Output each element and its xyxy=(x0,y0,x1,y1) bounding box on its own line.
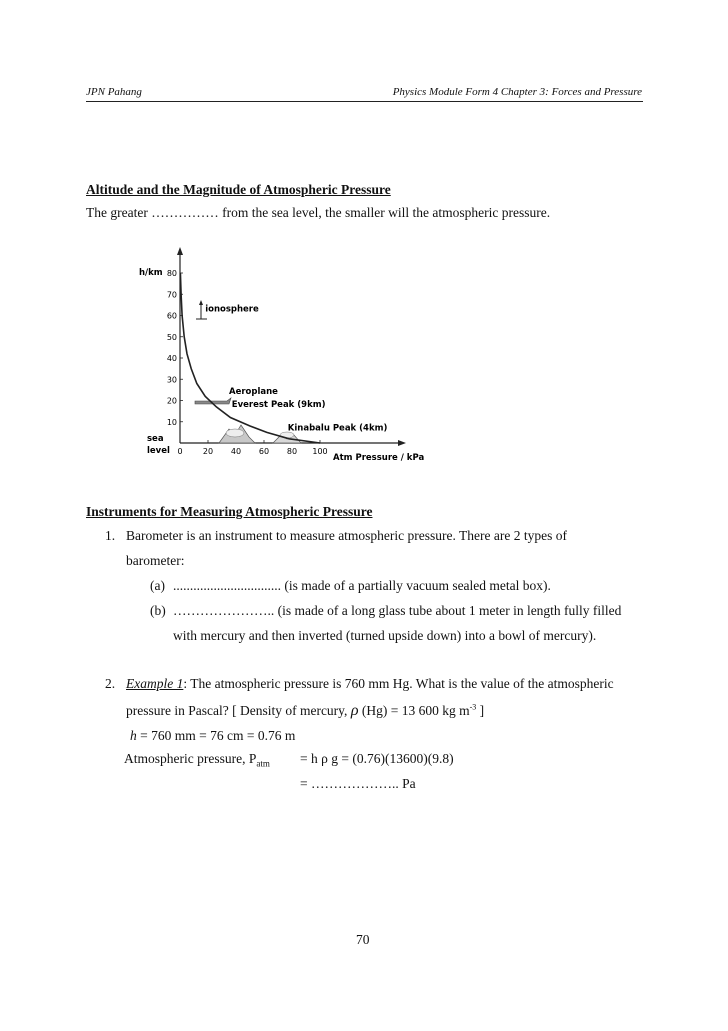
item-1-line2: barometer: xyxy=(126,553,185,568)
height-equation: = 760 mm = 76 cm = 0.76 m xyxy=(136,728,296,743)
question-part-1: pressure in Pascal? [ Density of mercury, xyxy=(126,703,351,718)
altitude-pressure-chart xyxy=(135,245,445,465)
chart-annotation: ionosphere xyxy=(205,304,259,315)
pressure-curve xyxy=(180,273,320,443)
y-axis-label: h/km xyxy=(139,268,163,278)
item-1b-text-cont: with mercury and then inverted (turned upside down) into a bowl of mercury). xyxy=(173,628,597,643)
item-1a-text: ................................ (is made of a partially vacuum sealed metal box). xyxy=(173,578,551,593)
h-variable: h xyxy=(130,728,137,743)
x-tick-label: 0 xyxy=(177,447,183,456)
page-number: 70 xyxy=(356,932,370,947)
exponent: -3 xyxy=(469,702,477,712)
pressure-formula: = h ρ g = (0.76)(13600)(9.8) xyxy=(300,751,454,766)
header-right: Physics Module Form 4 Chapter 3: Forces and Pressure xyxy=(392,86,642,98)
chart-annotation: Aeroplane xyxy=(229,387,278,398)
item-2-line1 xyxy=(126,676,614,692)
y-tick-label: 80 xyxy=(166,269,177,278)
chart-axes xyxy=(177,247,406,446)
height-conversion xyxy=(130,728,295,744)
item-2-number: 2. xyxy=(105,676,116,691)
ionosphere-marker-arrow xyxy=(199,300,203,305)
header-rule xyxy=(86,101,643,102)
x-tick-label: 40 xyxy=(230,447,242,456)
x-tick-label: 80 xyxy=(286,447,298,456)
question-part-3: ] xyxy=(476,703,485,718)
example-label: Example 1 xyxy=(126,676,184,691)
pressure-result: = ……………….. Pa xyxy=(300,776,416,791)
y-origin-label-line1: sea xyxy=(147,434,164,444)
y-origin-label-line2: level xyxy=(147,446,170,456)
question-part-2: (Hg) = 13 600 kg m xyxy=(358,703,470,718)
item-1b-text: ………………….. (is made of a long glass tube about 1 meter in length fully filled xyxy=(173,603,622,618)
altitude-statement: The greater …………… from the sea level, the smaller will the atmospheric pressure. xyxy=(86,205,551,220)
header-left: JPN Pahang xyxy=(86,86,142,98)
cloud-icon xyxy=(226,429,244,437)
y-tick-label: 50 xyxy=(166,332,177,342)
x-axis-label: Atm Pressure / kPa xyxy=(333,453,425,463)
atm-subscript: atm xyxy=(256,758,270,769)
y-axis-arrow xyxy=(177,247,183,255)
item-2-line2 xyxy=(126,702,484,720)
chart-annotation: Everest Peak (9km) xyxy=(231,399,326,410)
section-heading-altitude: Altitude and the Magnitude of Atmospheric Pressure xyxy=(86,182,391,197)
y-tick-label: 70 xyxy=(166,290,177,300)
chart-decorations xyxy=(195,300,301,443)
x-tick-label: 60 xyxy=(258,447,270,456)
atm-label-text: Atmospheric pressure, P xyxy=(124,751,257,766)
item-1-line1: Barometer is an instrument to measure atmospheric pressure. There are 2 types of xyxy=(126,528,567,543)
rho-symbol: ρ xyxy=(350,702,359,719)
chart-annotation: Kinabalu Peak (4km) xyxy=(287,423,388,434)
y-tick-label: 20 xyxy=(166,396,177,406)
y-tick-label: 10 xyxy=(166,417,177,427)
x-tick-label: 100 xyxy=(312,447,328,456)
y-tick-label: 60 xyxy=(166,311,177,321)
y-tick-label: 30 xyxy=(166,375,177,385)
item-1a-label: (a) xyxy=(150,578,165,593)
x-tick-label: 20 xyxy=(202,447,214,456)
example-question: : The atmospheric pressure is 760 mm Hg. What is the value of the atmospheric xyxy=(183,676,614,691)
item-1-number: 1. xyxy=(105,528,116,543)
y-tick-label: 40 xyxy=(166,354,177,363)
section-heading-instruments: Instruments for Measuring Atmospheric Pressure xyxy=(86,504,373,519)
x-axis-arrow xyxy=(398,440,406,446)
item-1b-label: (b) xyxy=(150,603,166,618)
atm-pressure-label xyxy=(124,751,270,769)
